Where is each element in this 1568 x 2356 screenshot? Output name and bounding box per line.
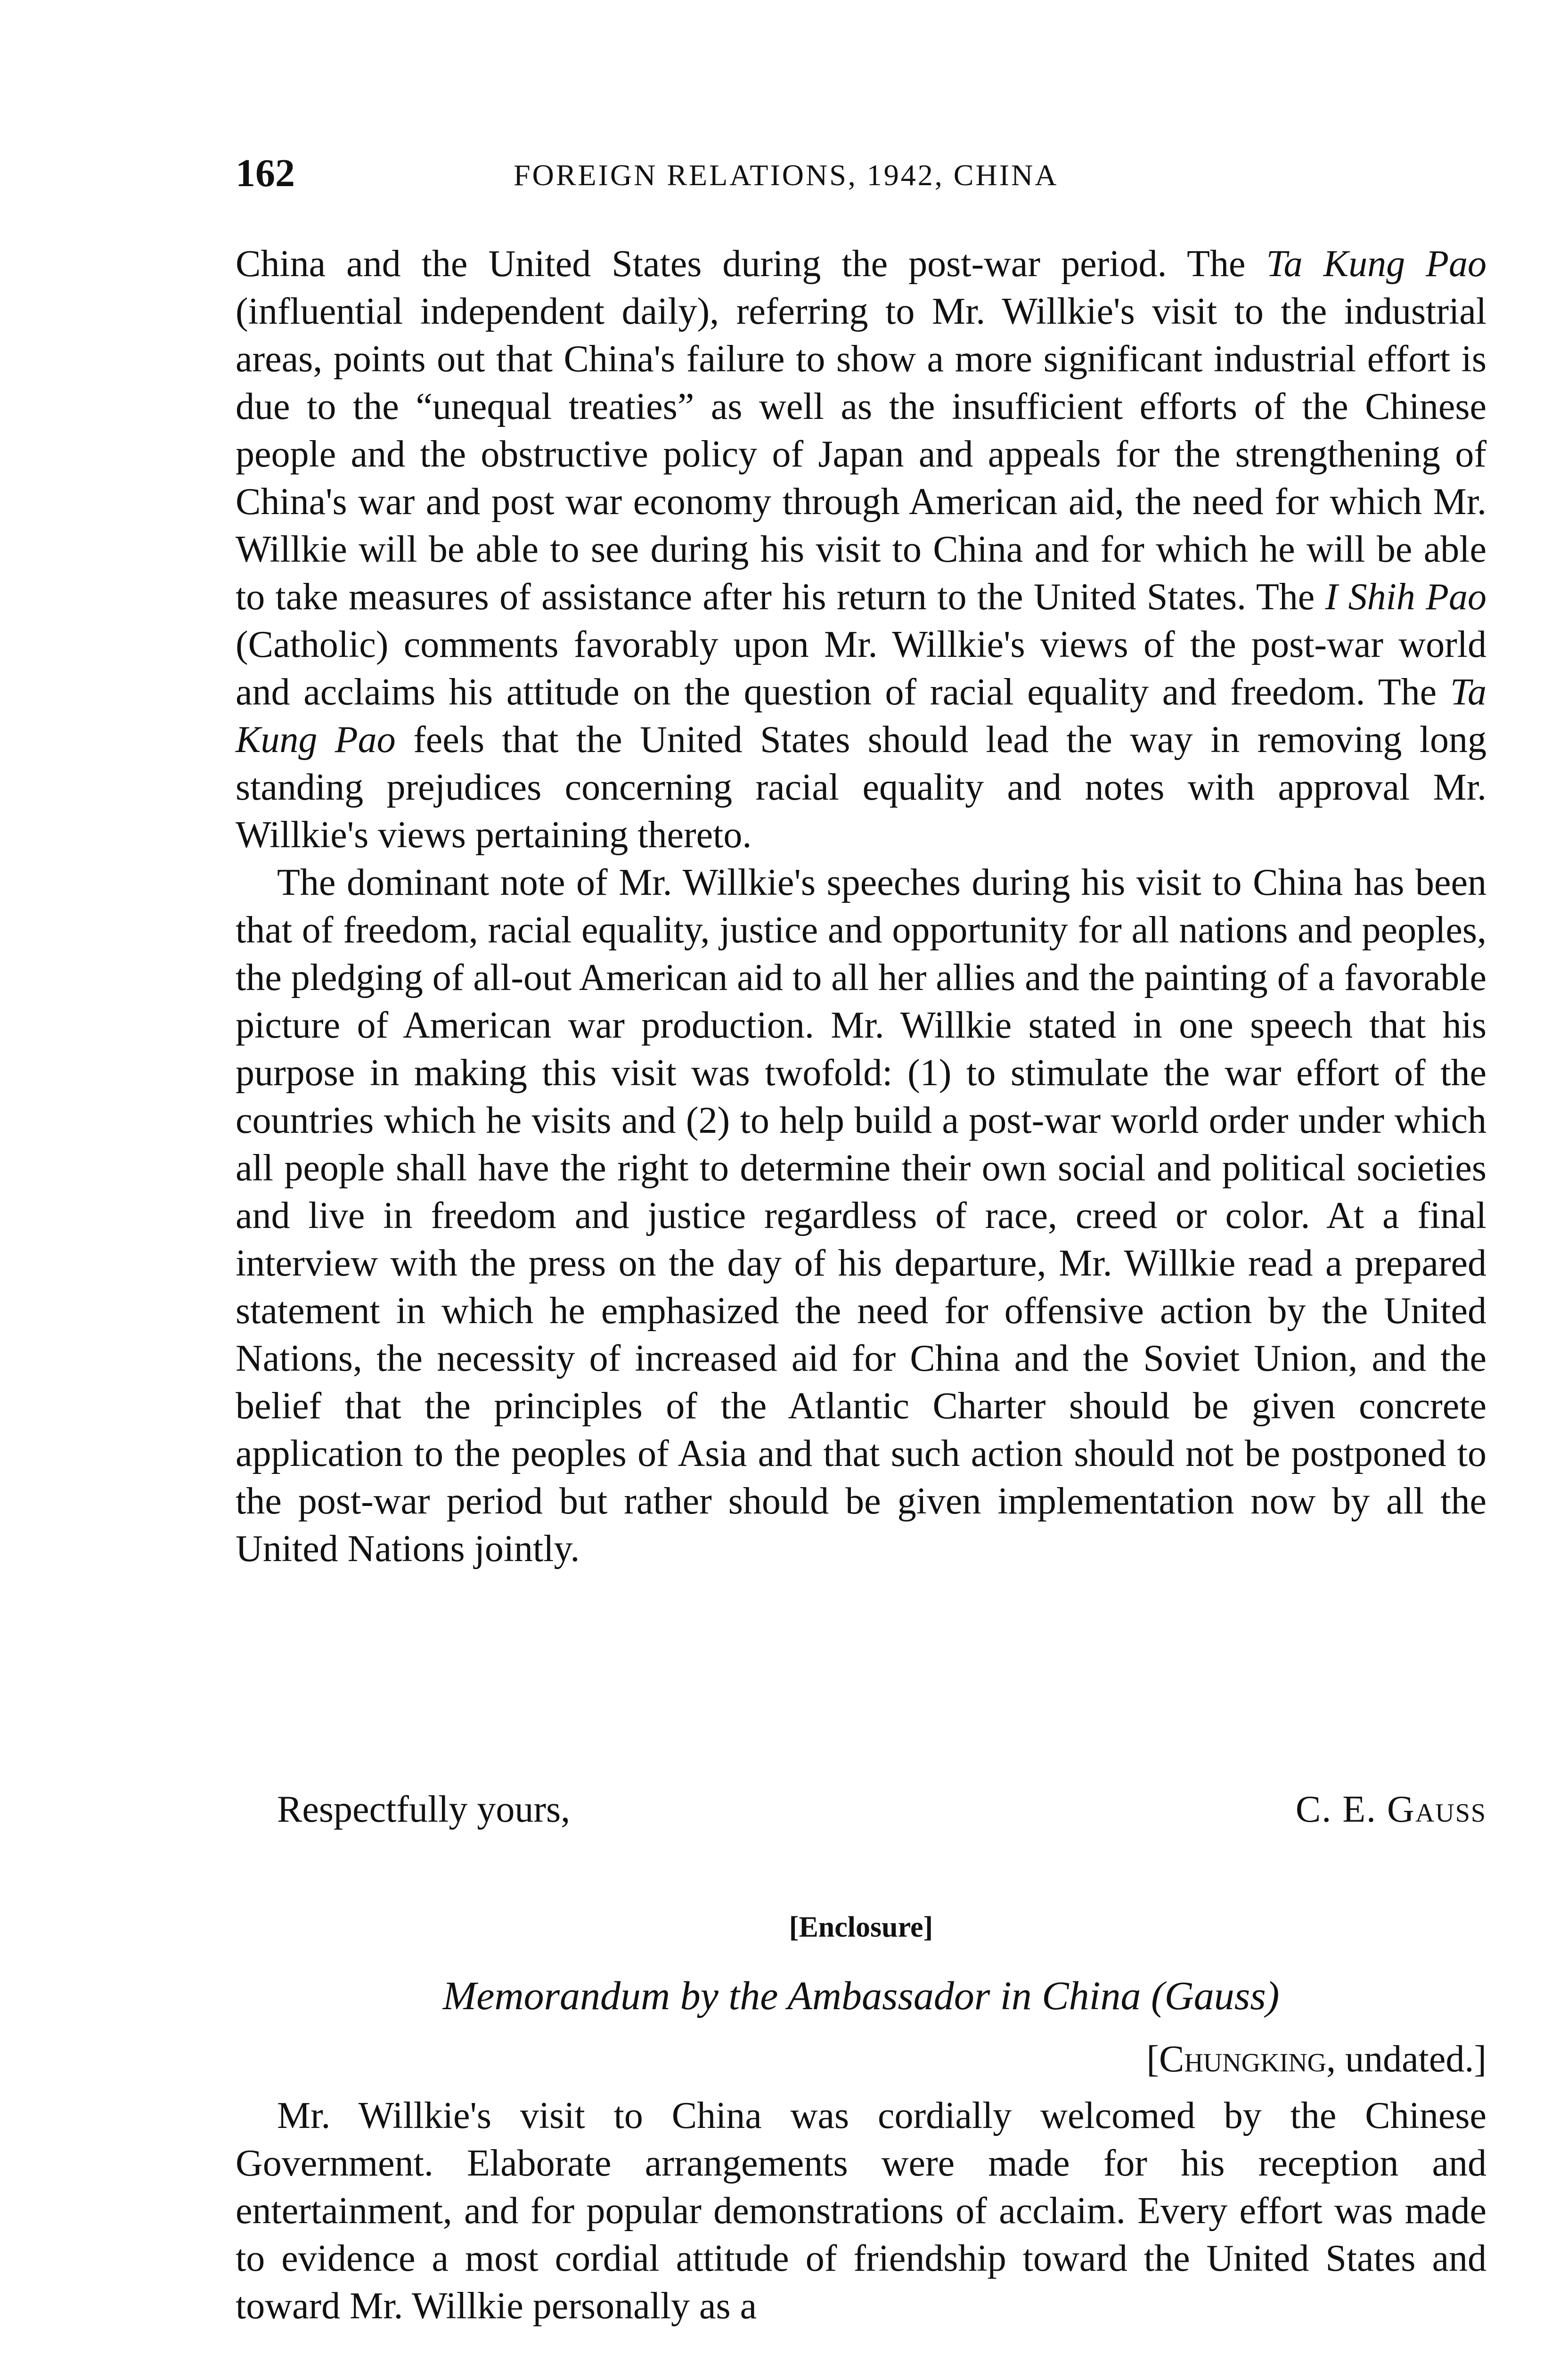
paragraph-1-text-b: (influential independent daily), referring to Mr. Willkie's visit to the industrial areas, points out that China's failure to show a more significant industrial effort is due to the “unequal treaties” as well as the insufficient efforts of the Chinese people and the obstructive policy of Japan and appeals for the strengthening of China's war and post war economy through American aid, the need for which Mr. Willkie will be able to see during his visit to China and for which he will be able to take measures of assistance after his return to the United States. The — [236, 291, 1486, 618]
signature: C. E. Gauss — [1295, 1789, 1486, 1830]
newspaper-title: I Shih Pao — [1325, 576, 1487, 618]
dateline-rest: , undated.] — [1326, 2038, 1486, 2080]
newspaper-title: Ta Kung Pao — [1266, 243, 1486, 285]
closing-line — [236, 1786, 1486, 1838]
paragraph-1 — [236, 240, 1486, 859]
despatch-body — [236, 240, 1486, 1573]
paragraph-1-text-d: feels that the United States should lead the way in removing long standing prejudices concerning racial equality and notes with approval Mr. Willkie's views pertaining thereto. — [236, 719, 1486, 856]
memo-title: Memorandum by the Ambassador in China (Gauss) — [442, 1973, 1280, 2018]
paragraph-2: The dominant note of Mr. Willkie's speeches during his visit to China has been that of freedom, racial equality, justice and opportunity for all nations and peoples, the pledging of all-out American aid to all her allies and the painting of a favorable picture of American war production. Mr. Willkie stated in one speech that his purpose in making this visit was twofold: (1) to stimulate the war effort of the countries which he visits and (2) to help build a post-war world order under which all people shall have the right to determine their own social and political societies and live in freedom and justice regardless of race, creed or color. At a final interview with the press on the day of his departure, Mr. Willkie read a prepared statement in which he emphasized the need for offensive action by the United Nations, the necessity of increased aid for China and the Soviet Union, and the belief that the principles of the Atlantic Charter should be given concrete application to the peoples of Asia and that such action should not be postponed to the post-war period but rather should be given implementation now by all the United Nations jointly. — [236, 862, 1486, 1570]
paragraph-1-text-a: China and the United States during the post-war period. The — [236, 243, 1266, 285]
enclosure-label: [Enclosure] — [789, 1911, 933, 1943]
running-header-title: FOREIGN RELATIONS, 1942, CHINA — [514, 158, 1059, 192]
dateline-place: Chungking — [1159, 2038, 1327, 2080]
complimentary-close: Respectfully yours, — [277, 1789, 571, 1830]
dateline-bracket: [ — [1146, 2038, 1159, 2080]
page-number: 162 — [236, 151, 295, 195]
newspaper-title: Ta Kung Pao — [236, 671, 1486, 761]
memo-body — [236, 2092, 1486, 2330]
running-header — [236, 150, 1486, 197]
memo-paragraph-1: Mr. Willkie's visit to China was cordially welcomed by the Chinese Government. Elaborate arrangements were made for his reception and entertainment, and for popular demonstrations of acclaim. Every effort was made to evidence a most cordial attitude of friendship toward the United States and toward Mr. Willkie personally as a — [236, 2095, 1486, 2327]
dateline — [1146, 2036, 1486, 2083]
paragraph-1-text-c: (Catholic) comments favorably upon Mr. Willkie's views of the post-war world and acclaims his attitude on the question of racial equality and freedom. The — [236, 624, 1486, 713]
